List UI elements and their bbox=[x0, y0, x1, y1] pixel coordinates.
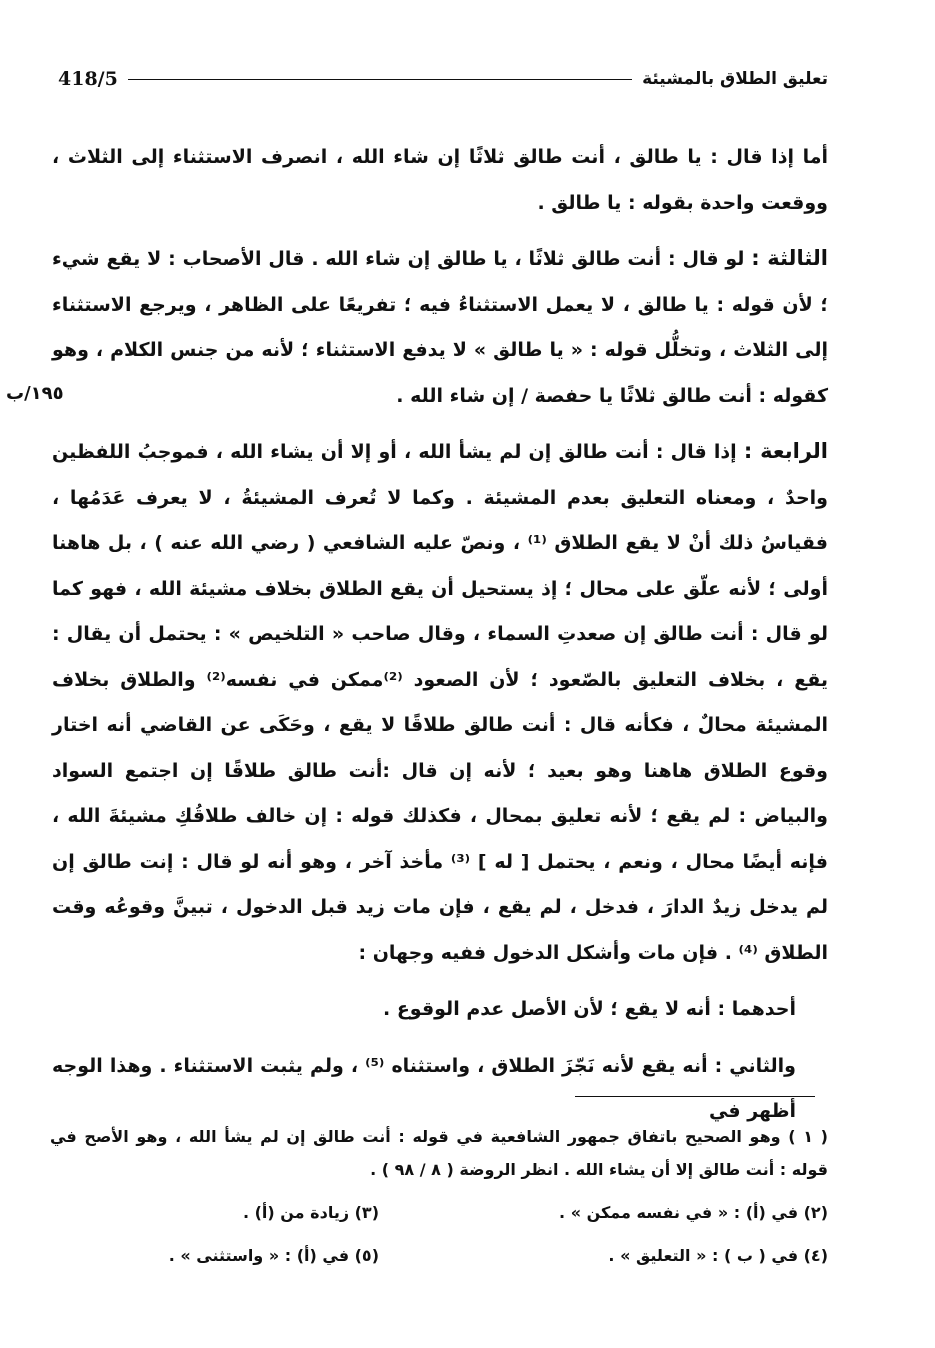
header-rule bbox=[128, 79, 632, 80]
paragraph-1 bbox=[52, 134, 828, 226]
footnote-row bbox=[50, 1239, 828, 1272]
footnote-3: (٣) زيادة من (أ) . bbox=[242, 1203, 379, 1222]
paragraph-lead: الرابعة : bbox=[743, 439, 828, 463]
paragraph-first-view bbox=[52, 986, 828, 1033]
footnote-1: ( ١ ) وهو الصحيح باتفاق جمهور الشافعية في قوله : أنت طالق إن لم يشأ الله ، وهو الأصح في قوله : أنت طالق إلا أن يشاء الله . انظر الروضة ( ٨ / ٩٨ ) . bbox=[50, 1127, 828, 1179]
chapter-title: تعليق الطلاق بالمشيئة bbox=[642, 69, 828, 89]
paragraph-fourth-issue bbox=[52, 429, 828, 976]
paragraph-text: أحدهما : أنه لا يقع ؛ لأن الأصل عدم الوقوع . bbox=[382, 998, 796, 1020]
footnote-separator bbox=[575, 1096, 815, 1097]
body-text bbox=[52, 134, 828, 1135]
paragraph-text: أما إذا قال : يا طالق ، أنت طالق ثلاثًا إن شاء الله ، انصرف الاستثناء إلى الثلاث ، ووقعت واحدة بقوله : يا طالق . bbox=[52, 146, 828, 214]
footnote-4: (٤) في ( ب ) : « التعليق » . bbox=[608, 1246, 828, 1265]
running-header bbox=[58, 64, 828, 94]
paragraph-text: والثاني : أنه يقع لأنه نَجّزَ الطلاق ، واستثناه ⁽⁵⁾ ، ولم يثبت الاستثناء . وهذا الوجه أظهر في bbox=[52, 1054, 796, 1122]
paragraph-lead: الثالثة : bbox=[751, 246, 828, 270]
footnote-5: (٥) في (أ) : « واستثنى » . bbox=[168, 1246, 379, 1265]
footnote-row bbox=[50, 1196, 828, 1229]
paragraph-text: لو قال : أنت طالق ثلاثًا ، يا طالق إن شاء الله . قال الأصحاب : لا يقع شيء ؛ لأن قوله : يا طالق ، لا يعمل الاستثناءُ فيه ؛ تفريعًا على الظاهر ، ويرجع الاستثناء إلى الثلاث ، وتخلُّل قوله : « يا طالق » لا يدفع الاستثناء ؛ لأنه من جنس الكلام ، وهو كقوله : أنت طالق ثلاثًا يا حفصة / إن شاء الله . bbox=[52, 248, 828, 407]
manuscript-folio-note: ١٩٥/ب bbox=[6, 383, 64, 404]
page-number: 418/5 bbox=[58, 68, 118, 90]
paragraph-text: إذا قال : أنت طالق إن لم يشأ الله ، أو إلا أن يشاء الله ، فموجبُ اللفظين واحدٌ ، ومعناه التعليق بعدم المشيئة . وكما لا تُعرف المشيئةُ ، لا يعرف عَدَمُها ، فقياسُ ذلك أنْ لا يقع الطلاق ⁽¹⁾ ، ونصّ عليه الشافعي ( رضي الله عنه ) ، بل هاهنا أولى ؛ لأنه علّق على محال ؛ إذ يستحيل أن يقع الطلاق بخلاف مشيئة الله ، فهو كما لو قال : أنت طالق إن صعدتِ السماء ، وقال صاحب « التلخيص » : يحتمل أن يقال : يقع ، بخلاف التعليق بالصّعود ؛ لأن الصعود ⁽²⁾ممكن في نفسه⁽²⁾ والطلاق بخلاف المشيئة محالٌ ، فكأنه قال : أنت طالق طلاقًا لا يقع ، وحَكَى عن القاضي أنه اختار وقوع الطلاق هاهنا وهو بعيد ؛ لأنه إن قال :أنت طالق طلاقًا إن اجتمع السواد والبياض : لم يقع ؛ لأنه تعليق بمحال ، فكذلك قوله : إن خالف طلاقُكِ مشيئةَ الله ، فإنه أيضًا محال ، ونعم ، يحتمل [ له ] ⁽³⁾ مأخذ آخر ، وهو أنه لو قال : إنت طالق إن لم يدخل زيدٌ الدارَ ، فدخل ، لم يقع ، فإن مات زيد قبل الدخول ، تبينَّ وقوعُه وقت الطلاق ⁽⁴⁾ . فإن مات وأشكل الدخول ففيه وجهان : bbox=[52, 441, 829, 964]
paragraph-third-issue bbox=[52, 236, 828, 419]
footnote-2: (٢) في (أ) : « في نفسه ممكن » . bbox=[559, 1203, 828, 1222]
footnotes bbox=[50, 1120, 828, 1272]
